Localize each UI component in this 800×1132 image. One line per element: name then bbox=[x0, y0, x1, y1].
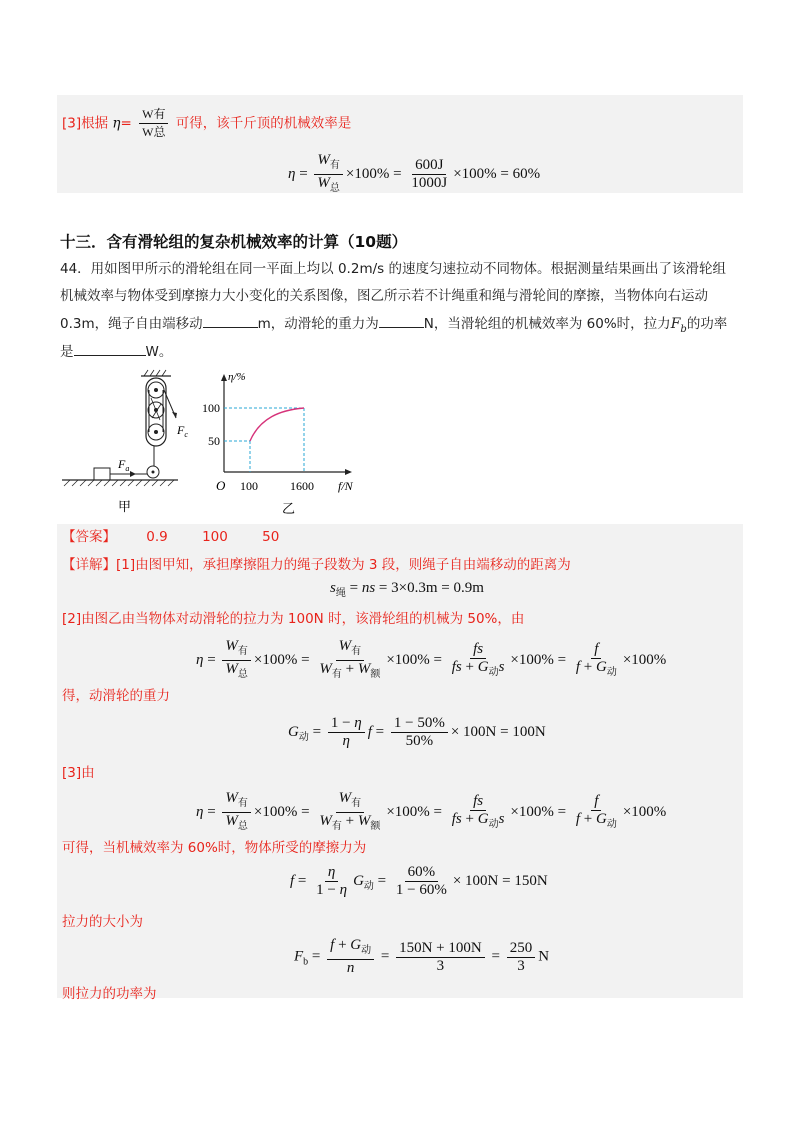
detail-step1 bbox=[62, 554, 571, 577]
efficiency-curve bbox=[250, 408, 304, 441]
prev-efficiency-equation: η = $\frac{W_有}{W_总}$ ×100% = $\frac{600J}{1000J}$ ×100% = 60% bbox=[288, 152, 541, 194]
figure-yi-graph bbox=[200, 368, 370, 518]
question-line-4 bbox=[60, 341, 172, 364]
frac-num: W有 bbox=[139, 106, 168, 124]
answer-row bbox=[62, 526, 279, 549]
answer-2: 100 bbox=[202, 529, 228, 545]
question-line-3 bbox=[60, 313, 727, 341]
jia-label: 甲 bbox=[118, 500, 132, 515]
yi-label: 乙 bbox=[282, 502, 296, 517]
answer-3: 50 bbox=[262, 529, 280, 545]
q4b: W。 bbox=[145, 344, 173, 360]
val-600j: 600J bbox=[412, 157, 446, 175]
fa-sub: a bbox=[125, 464, 130, 473]
eq-pulley-weight: $G_动$ = $\frac{1 - \eta}{\eta}$ f = $\frac{1 - 50\%}{50\%}$ × 100N = 100N bbox=[288, 715, 546, 749]
detail-label: 【详解】 bbox=[62, 557, 116, 573]
val-60pct: 60% bbox=[512, 165, 541, 182]
fa-label: F bbox=[118, 457, 126, 471]
figure-jia-pulley bbox=[56, 368, 186, 518]
detail-step3d: 则拉力的功率为 bbox=[62, 986, 157, 1002]
prev-step3-text: [3]根据 η= $\frac{\text{W有}}{\text{W总}}$ 可得，该千斤顶的机械效率是 bbox=[62, 107, 352, 139]
detail-s1: [1]由图甲知，承担摩擦阻力的绳子段数为 3 段，则绳子自由端移动的距离为 bbox=[116, 557, 571, 573]
q4a: 是 bbox=[60, 344, 74, 360]
detail-step3c: 拉力的大小为 bbox=[62, 914, 143, 930]
prev-step3-b: 可得，该千斤顶的机械效率是 bbox=[175, 115, 352, 132]
y-tick-100: 100 bbox=[202, 401, 220, 415]
svg-text:Fa bbox=[117, 457, 129, 473]
blank-gravity[interactable] bbox=[379, 313, 424, 328]
eq5-value: × 100N = 150N bbox=[452, 872, 548, 889]
answer-1: 0.9 bbox=[146, 529, 168, 545]
prev-eta-frac bbox=[139, 106, 168, 141]
question-line-1: 44．用如图甲所示的滑轮组在同一平面上均以 0.2m/s 的速度匀速拉动不同物体。根据测量结果画出了该滑轮组 bbox=[60, 261, 726, 277]
eq-friction: f = $\frac{\eta}{1 - \eta}$ $G_动$ = $\frac{60\%}{1 - 60\%}$ × 100N = 150N bbox=[290, 864, 548, 898]
eq6-num: 150N + 100N bbox=[396, 940, 485, 958]
svg-text:Fc bbox=[176, 423, 188, 439]
detail-step2b: 得，动滑轮的重力 bbox=[62, 688, 170, 704]
x-tick-100: 100 bbox=[240, 479, 258, 493]
eq-efficiency-2: η = $\frac{W_有}{W_总}$ ×100% = $\frac{W_有}{W_有 + W_额}$ ×100% = $\frac{fs}{fs + G_动s}$ ×100% = $\frac{f}{f + G_动}$ ×100% bbox=[196, 790, 667, 832]
fb-sub: b bbox=[680, 323, 687, 335]
fc-label: F bbox=[177, 423, 185, 437]
x-axis-label: f/N bbox=[338, 479, 353, 493]
q3d: 的功率 bbox=[686, 316, 728, 332]
detail-step2: [2]由图乙由当物体对动滑轮的拉力为 100N 时，该滑轮组的机械为 50%，由 bbox=[62, 611, 525, 627]
fb-symbol: F bbox=[670, 316, 681, 332]
x-tick-1600: 1600 bbox=[290, 479, 314, 493]
y-tick-50: 50 bbox=[208, 434, 220, 448]
fc-sub: c bbox=[184, 430, 188, 439]
blank-power[interactable] bbox=[74, 341, 146, 356]
q3a: 0.3m，绳子自由端移动 bbox=[60, 316, 203, 332]
val-1000j: 1000J bbox=[411, 175, 448, 191]
q3c: N，当滑轮组的机械效率为 60%时，拉力 bbox=[423, 316, 671, 332]
question-line-2: 机械效率与物体受到摩擦力大小变化的关系图像，图乙所示若不计绳重和绳与滑轮间的摩擦，当物体向右运动 bbox=[60, 288, 708, 304]
eq-pull-force: $F_b$ = $\frac{f + G_动}{n}$ = $\frac{150N + 100N}{3}$ = $\frac{250}{3}$ N bbox=[294, 937, 550, 976]
section-title: 十三．含有滑轮组的复杂机械效率的计算（10题） bbox=[60, 233, 408, 251]
frac-den: W总 bbox=[142, 125, 166, 139]
origin-label: O bbox=[216, 478, 226, 493]
detail-step3b: 可得，当机械效率为 60%时，物体所受的摩擦力为 bbox=[62, 840, 367, 856]
prev-step3-a: [3]根据 bbox=[62, 115, 109, 132]
eq-efficiency-1: η = $\frac{W_有}{W_总}$ ×100% = $\frac{W_有}{W_有 + W_额}$ ×100% = $\frac{fs}{fs + G_动s}$ ×100% = $\frac{f}{f + G_动}$ ×100% bbox=[196, 638, 667, 680]
y-axis-label: η/% bbox=[228, 371, 246, 383]
answer-label: 【答案】 bbox=[62, 529, 116, 545]
blank-distance[interactable] bbox=[203, 313, 258, 328]
eq3-value: × 100N = 100N bbox=[450, 723, 546, 740]
eq-rope-distance: $s_绳$ = ns = 3×0.3m = 0.9m bbox=[330, 580, 484, 599]
detail-step3: [3]由 bbox=[62, 765, 95, 781]
q3b: m，动滑轮的重力为 bbox=[257, 316, 379, 332]
